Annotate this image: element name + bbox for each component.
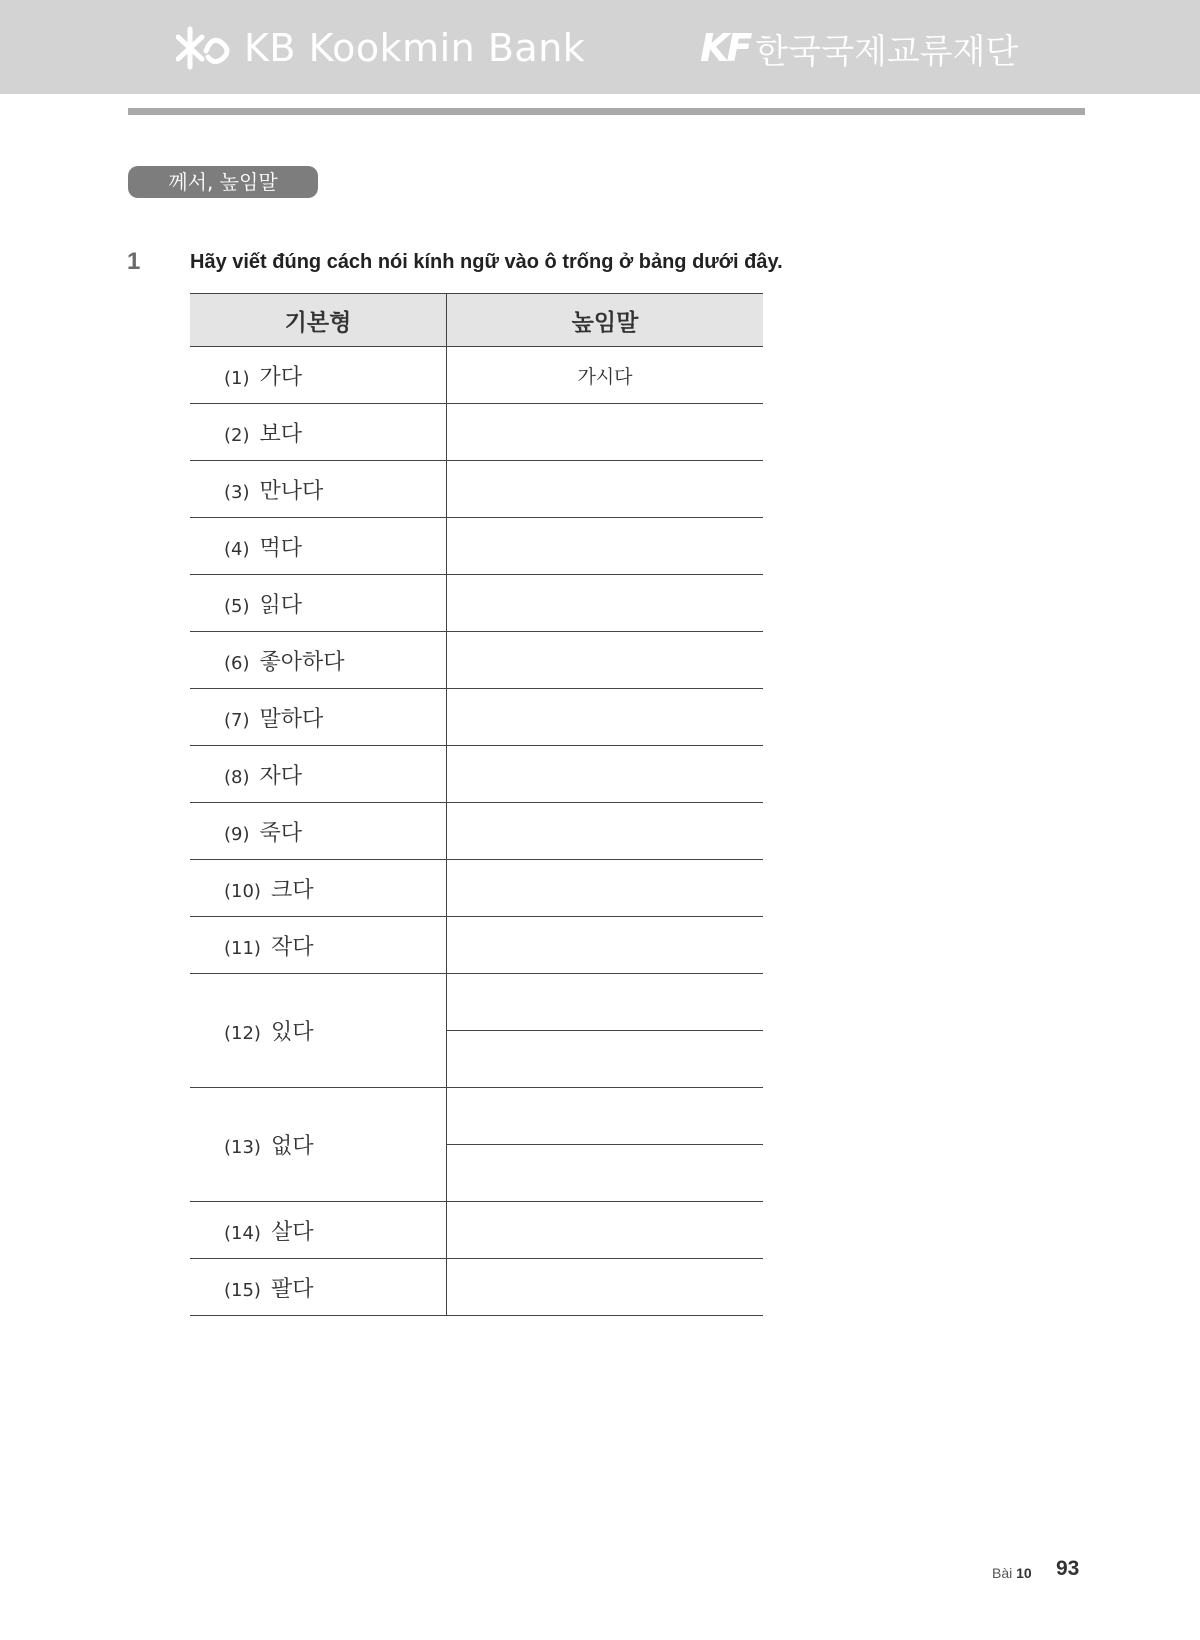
base-form-word: 가다 <box>259 364 303 390</box>
header-base-form: 기본형 <box>190 294 447 347</box>
table-row <box>190 575 763 632</box>
item-number: (5) <box>224 595 250 617</box>
table-header-row <box>190 294 763 347</box>
base-form-cell <box>190 803 447 860</box>
base-form-cell <box>190 461 447 518</box>
base-form-word: 팔다 <box>270 1276 314 1302</box>
base-form-word: 좋아하다 <box>259 649 345 675</box>
table-row <box>190 518 763 575</box>
item-number: (8) <box>224 766 250 788</box>
question-number: 1 <box>127 248 141 275</box>
base-form-word: 먹다 <box>259 535 303 561</box>
base-form-cell <box>190 518 447 575</box>
answer-cell[interactable] <box>447 632 764 689</box>
table-row <box>190 689 763 746</box>
item-number: (15) <box>224 1279 261 1301</box>
base-form-cell <box>190 1088 447 1202</box>
item-number: (1) <box>224 367 250 389</box>
header-honorific: 높임말 <box>447 294 764 347</box>
base-form-cell <box>190 689 447 746</box>
kb-logo <box>176 22 585 74</box>
item-number: (11) <box>224 937 261 959</box>
table-row <box>190 746 763 803</box>
kb-star-icon <box>176 25 234 71</box>
answer-cell[interactable] <box>447 461 764 518</box>
base-form-word: 만나다 <box>259 478 324 504</box>
base-form-word: 있다 <box>270 1020 314 1045</box>
table-row <box>190 632 763 689</box>
answer-cell[interactable] <box>447 575 764 632</box>
item-number: (9) <box>224 823 250 845</box>
item-number: (3) <box>224 481 250 503</box>
base-form-word: 보다 <box>259 421 303 447</box>
table-row <box>190 1259 763 1316</box>
table-row <box>190 461 763 518</box>
footer-lesson-prefix: Bài <box>992 1565 1013 1581</box>
item-number: (4) <box>224 538 250 560</box>
answer-cell[interactable] <box>447 746 764 803</box>
page-number: 93 <box>1056 1557 1080 1580</box>
base-form-cell <box>190 575 447 632</box>
base-form-word: 자다 <box>259 763 303 789</box>
base-form-word: 살다 <box>270 1219 314 1245</box>
table-row <box>190 404 763 461</box>
item-number: (12) <box>224 1023 261 1044</box>
item-number: (7) <box>224 709 250 731</box>
question-text: Hãy viết đúng cách nói kính ngữ vào ô trống ở bảng dưới đây. <box>190 251 783 273</box>
kf-foundation-name: 한국국제교류재단 <box>755 31 1019 72</box>
base-form-cell <box>190 746 447 803</box>
table-row <box>190 803 763 860</box>
item-number: (2) <box>224 424 250 446</box>
answer-cell-second[interactable] <box>447 1145 764 1202</box>
table-row <box>190 1088 763 1145</box>
table-row <box>190 1202 763 1259</box>
kb-bank-name: KB Kookmin Bank <box>244 26 586 70</box>
answer-cell[interactable]: 가시다 <box>447 347 764 404</box>
section-badge: 께서, 높임말 <box>128 166 318 198</box>
table-row <box>190 974 763 1031</box>
item-number: (6) <box>224 652 250 674</box>
base-form-cell <box>190 404 447 461</box>
footer-lesson-number: 10 <box>1016 1565 1032 1581</box>
header-rule <box>128 108 1085 115</box>
answer-cell[interactable] <box>447 803 764 860</box>
base-form-word: 크다 <box>270 877 314 903</box>
base-form-word: 말하다 <box>259 706 324 732</box>
answer-cell[interactable] <box>447 1202 764 1259</box>
answer-cell[interactable] <box>447 689 764 746</box>
answer-cell[interactable] <box>447 917 764 974</box>
answer-cell[interactable] <box>447 518 764 575</box>
answer-cell[interactable] <box>447 404 764 461</box>
kf-mark: KF <box>700 26 750 70</box>
base-form-cell <box>190 974 447 1088</box>
base-form-cell <box>190 347 447 404</box>
item-number: (10) <box>224 880 261 902</box>
answer-cell[interactable] <box>447 974 764 1031</box>
base-form-word: 없다 <box>270 1134 314 1159</box>
base-form-word: 죽다 <box>259 820 303 846</box>
base-form-cell <box>190 917 447 974</box>
item-number: (14) <box>224 1222 261 1244</box>
base-form-cell <box>190 632 447 689</box>
item-number: (13) <box>224 1137 261 1158</box>
table-row <box>190 347 763 404</box>
table-row <box>190 917 763 974</box>
answer-cell[interactable] <box>447 1259 764 1316</box>
base-form-cell <box>190 1202 447 1259</box>
base-form-cell <box>190 1259 447 1316</box>
honorific-table <box>190 293 763 1316</box>
answer-cell[interactable] <box>447 860 764 917</box>
base-form-word: 읽다 <box>259 592 303 618</box>
answer-cell[interactable] <box>447 1088 764 1145</box>
base-form-cell <box>190 860 447 917</box>
answer-cell-second[interactable] <box>447 1031 764 1088</box>
table-row <box>190 860 763 917</box>
kf-logo <box>700 22 1018 74</box>
footer-lesson <box>992 1565 1032 1581</box>
page-header <box>0 0 1200 94</box>
base-form-word: 작다 <box>270 934 314 960</box>
